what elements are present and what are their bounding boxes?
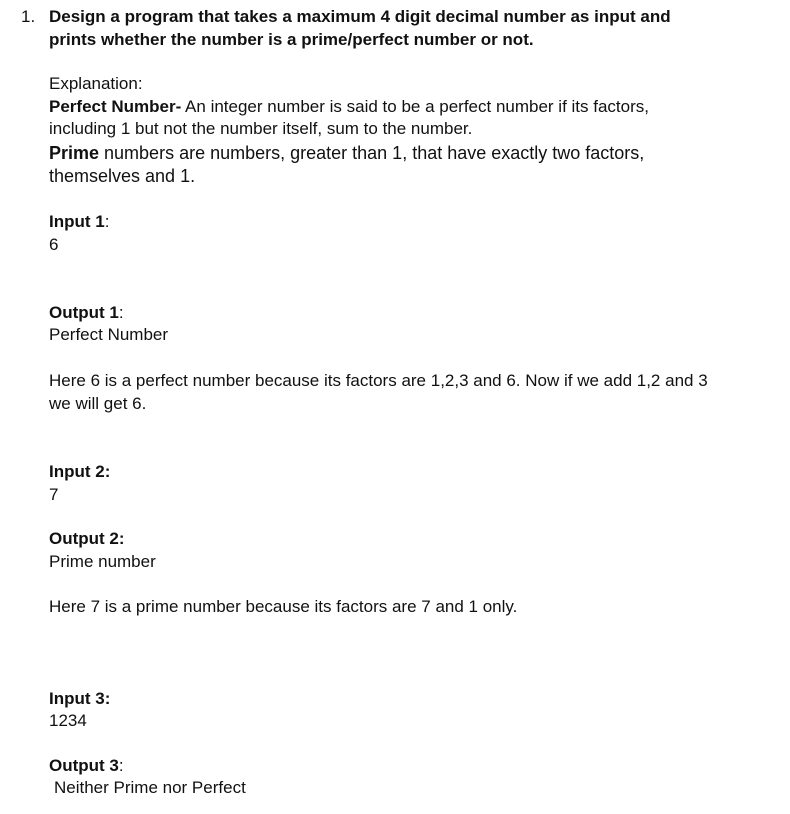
output-3-label	[49, 755, 124, 777]
example-1-note-line-2: we will get 6.	[49, 394, 147, 413]
input-3-label: Input 3:	[49, 689, 111, 708]
perfect-definition-line-1	[49, 96, 649, 118]
perfect-definition-line-2: including 1 but not the number itself, sum to the number.	[49, 119, 473, 138]
output-1-colon: :	[118, 303, 124, 322]
input-1-value: 6	[49, 235, 59, 254]
output-1-value: Perfect Number	[49, 325, 169, 344]
prime-definition-line-1	[49, 142, 644, 164]
example-1-note-line-1: Here 6 is a perfect number because its factors are 1,2,3 and 6. Now if we add 1,2 and 3	[49, 371, 708, 390]
input-2-value: 7	[49, 485, 59, 504]
output-1-label-text: Output 1	[49, 303, 119, 322]
perfect-label: Perfect Number-	[49, 97, 182, 116]
output-3-colon: :	[118, 756, 124, 775]
question-title-line-1: Design a program that takes a maximum 4 digit decimal number as input and	[49, 7, 671, 26]
output-3-label-text: Output 3	[49, 756, 119, 775]
prime-definition-line-2: themselves and 1.	[49, 166, 196, 186]
question-title-line-2: prints whether the number is a prime/perfect number or not.	[49, 30, 534, 49]
output-3-value: Neither Prime nor Perfect	[54, 778, 246, 797]
explanation-heading: Explanation:	[49, 74, 143, 93]
output-2-label: Output 2:	[49, 529, 125, 548]
input-1-colon: :	[104, 212, 110, 231]
prime-label: Prime	[49, 143, 100, 163]
input-3-value: 1234	[49, 711, 87, 730]
output-2-value: Prime number	[49, 552, 156, 571]
input-1-label-text: Input 1	[49, 212, 105, 231]
input-1-label	[49, 211, 109, 233]
output-1-label	[49, 302, 124, 324]
question-number: 1.	[21, 7, 36, 26]
prime-text: numbers are numbers, greater than 1, that have exactly two factors,	[99, 143, 645, 163]
input-2-label: Input 2:	[49, 462, 111, 481]
example-2-note: Here 7 is a prime number because its factors are 7 and 1 only.	[49, 597, 518, 616]
perfect-text: An integer number is said to be a perfect number if its factors,	[181, 97, 649, 116]
